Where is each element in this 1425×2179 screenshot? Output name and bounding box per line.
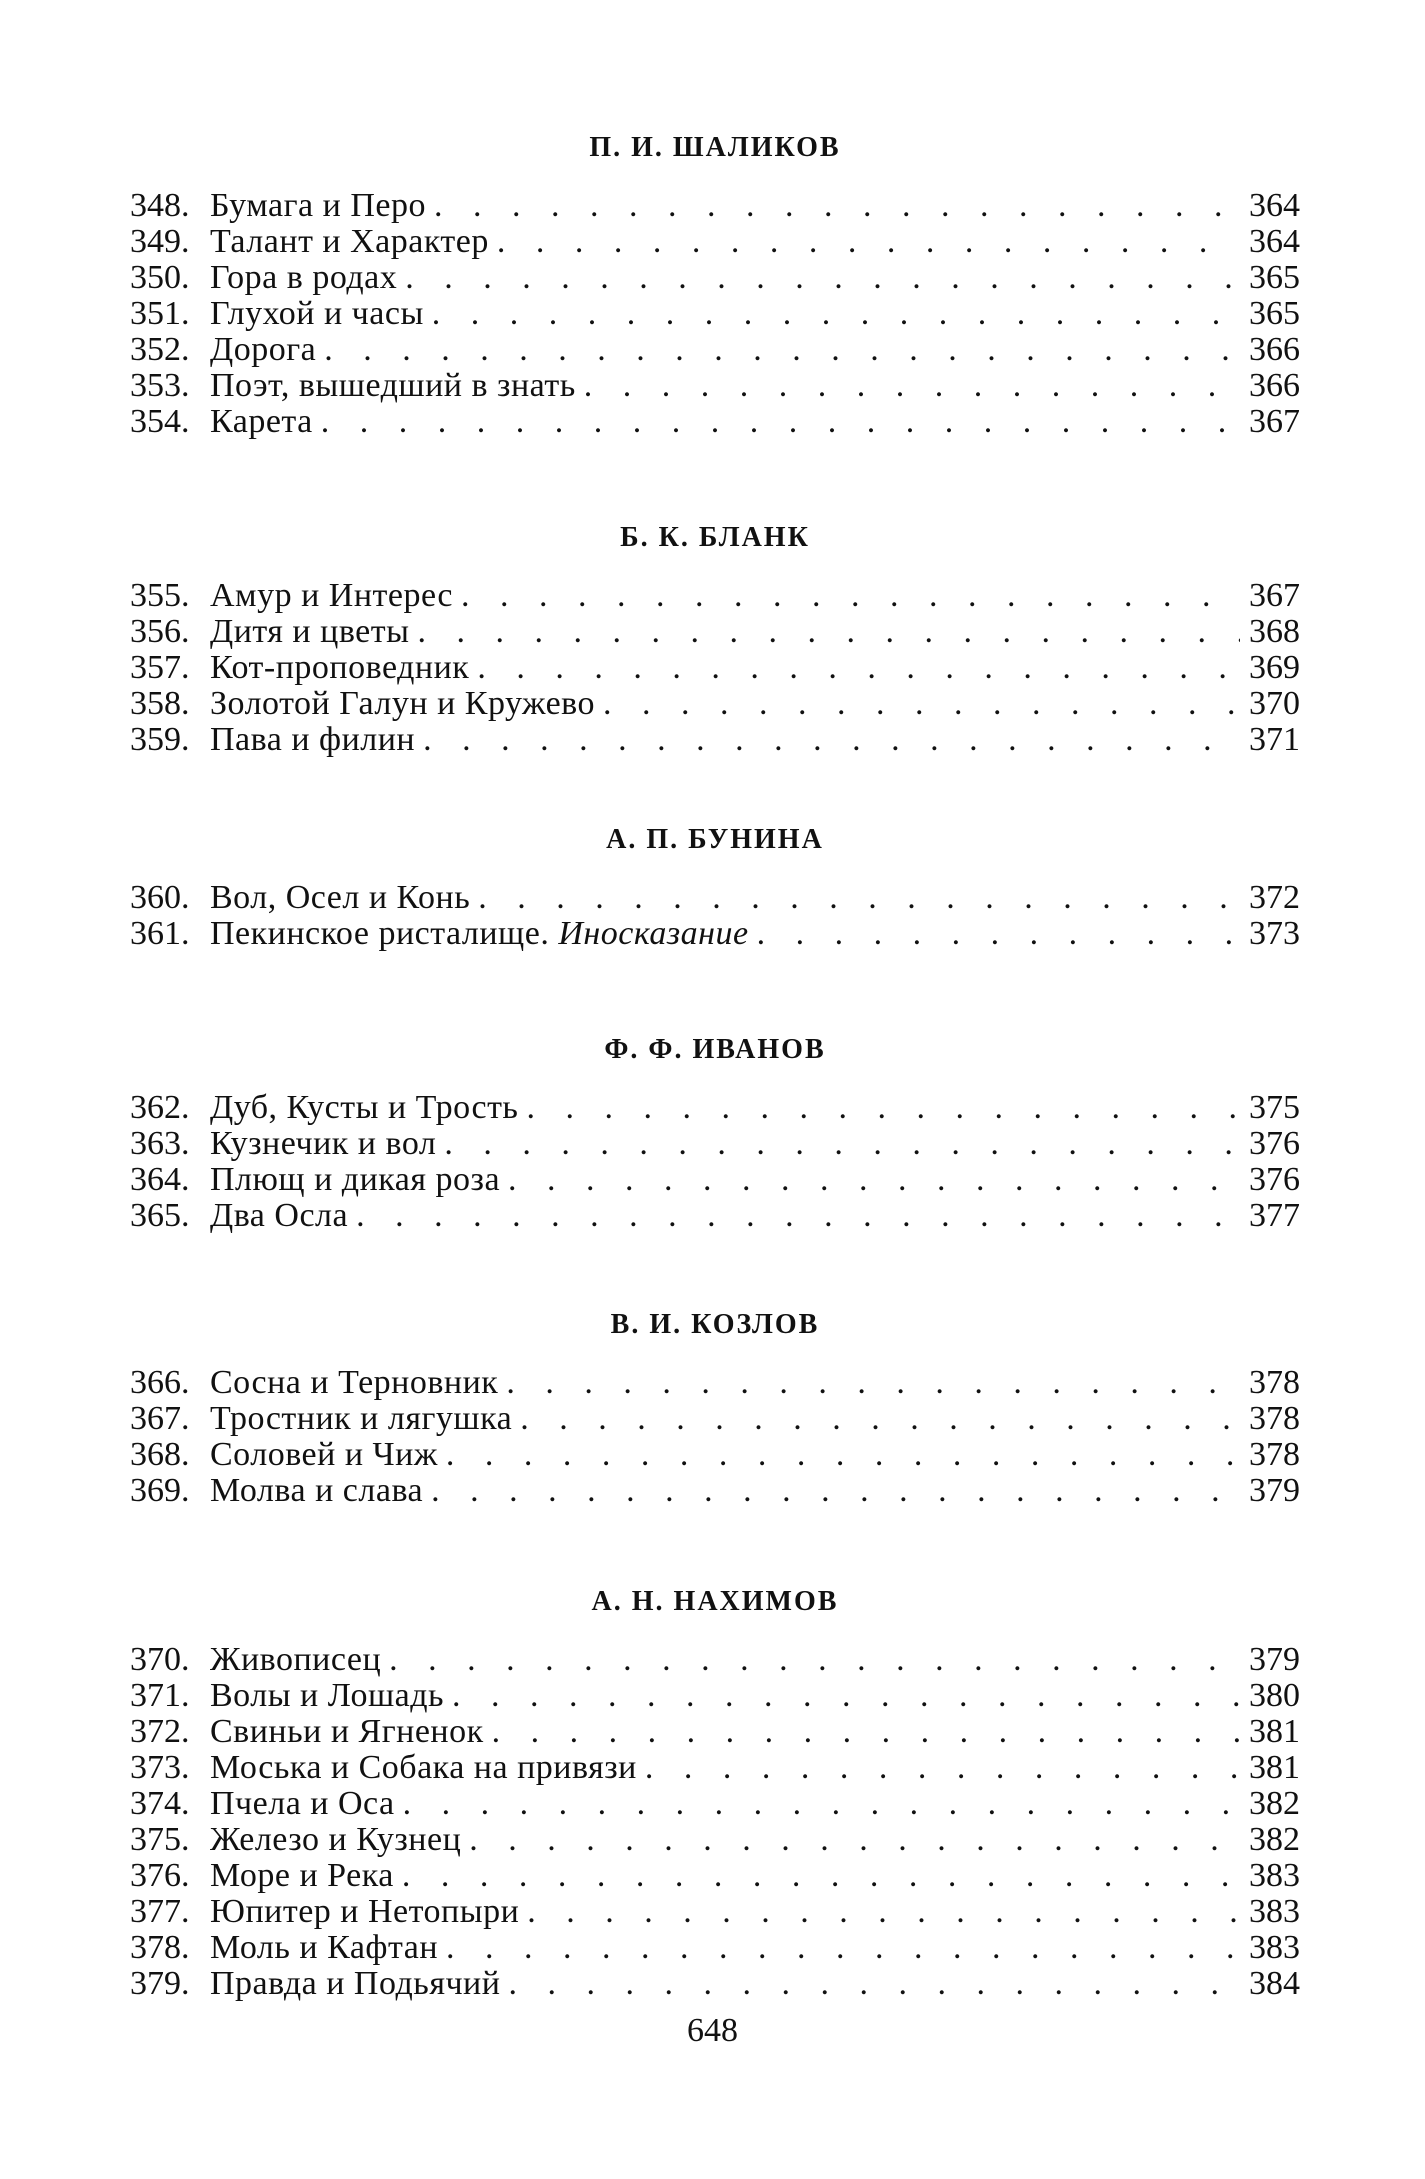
toc-entry xyxy=(130,722,1300,758)
toc-entry xyxy=(130,1401,1300,1437)
toc-entry xyxy=(130,1966,1300,2002)
entry-page: 379 xyxy=(1249,1641,1300,1678)
entry-list xyxy=(130,578,1300,758)
entry-number: 370. xyxy=(130,1641,190,1678)
entry-title: Моська и Собака на привязи xyxy=(210,1749,637,1786)
entry-number: 357. xyxy=(130,649,190,686)
entry-number: 367. xyxy=(130,1400,190,1437)
entry-title: Дорога xyxy=(210,331,317,368)
entry-title: Плющ и дикая роза xyxy=(210,1161,501,1198)
toc-entry xyxy=(130,1678,1300,1714)
entry-page: 366 xyxy=(1249,367,1300,404)
entry-title: Молва и слава xyxy=(210,1472,424,1509)
dot-leader xyxy=(316,332,1240,368)
entry-title: Дуб, Кусты и Трость xyxy=(210,1089,519,1126)
entry-page: 373 xyxy=(1249,915,1300,952)
entry-number: 350. xyxy=(130,259,190,296)
dot-leader xyxy=(313,404,1240,440)
entry-number: 379. xyxy=(130,1965,190,2002)
dot-leader xyxy=(519,1894,1240,1930)
toc-entry xyxy=(130,916,1300,952)
toc-entry xyxy=(130,686,1300,722)
entry-number: 378. xyxy=(130,1929,190,1966)
entry-number: 366. xyxy=(130,1364,190,1401)
entry-page: 367 xyxy=(1249,403,1300,440)
entry-number: 362. xyxy=(130,1089,190,1126)
entry-title-main: Пекинское ристалище. xyxy=(210,915,550,952)
dot-leader xyxy=(381,1642,1240,1678)
entry-list xyxy=(130,1090,1300,1234)
entry-page: 381 xyxy=(1249,1749,1300,1786)
dot-leader xyxy=(500,1162,1240,1198)
dot-leader xyxy=(397,260,1240,296)
dot-leader xyxy=(424,296,1240,332)
entry-number: 369. xyxy=(130,1472,190,1509)
dot-leader xyxy=(415,722,1240,758)
author-heading: П. И. ШАЛИКОВ xyxy=(589,132,841,163)
toc-entry xyxy=(130,578,1300,614)
entry-number: 365. xyxy=(130,1197,190,1234)
toc-entry xyxy=(130,1642,1300,1678)
entry-title: Волы и Лошадь xyxy=(210,1677,445,1714)
dot-leader xyxy=(453,578,1240,614)
entry-title: Золотой Галун и Кружево xyxy=(210,685,596,722)
entry-title: Сосна и Терновник xyxy=(210,1364,499,1401)
entry-page: 379 xyxy=(1249,1472,1300,1509)
toc-entry xyxy=(130,1473,1300,1509)
entry-number: 360. xyxy=(130,879,190,916)
toc-entry xyxy=(130,1786,1300,1822)
toc-section xyxy=(130,1030,1300,1234)
dot-leader xyxy=(394,1858,1240,1894)
entry-title: Глухой и часы xyxy=(210,295,424,332)
entry-number: 373. xyxy=(130,1749,190,1786)
entry-number: 354. xyxy=(130,403,190,440)
toc-entry xyxy=(130,1162,1300,1198)
dot-leader xyxy=(426,188,1240,224)
entry-title: Пава и филин xyxy=(210,721,416,758)
dot-leader xyxy=(498,1365,1240,1401)
entry-page: 365 xyxy=(1249,295,1300,332)
toc-entry xyxy=(130,1822,1300,1858)
entry-number: 355. xyxy=(130,577,190,614)
toc-entry xyxy=(130,1750,1300,1786)
entry-title: Юпитер и Нетопыри xyxy=(210,1893,520,1930)
entry-page: 383 xyxy=(1249,1929,1300,1966)
entry-page: 378 xyxy=(1249,1436,1300,1473)
entry-number: 352. xyxy=(130,331,190,368)
dot-leader xyxy=(469,650,1240,686)
entry-title: Море и Река xyxy=(210,1857,394,1894)
entry-title: Правда и Подьячий xyxy=(210,1965,501,2002)
entry-page: 370 xyxy=(1249,685,1300,722)
entry-number: 374. xyxy=(130,1785,190,1822)
entry-page: 366 xyxy=(1249,331,1300,368)
dot-leader xyxy=(470,880,1240,916)
toc-entry xyxy=(130,332,1300,368)
entry-page: 381 xyxy=(1249,1713,1300,1750)
entry-page: 376 xyxy=(1249,1125,1300,1162)
toc-section xyxy=(130,518,1300,758)
author-heading: Б. К. БЛАНК xyxy=(620,522,810,553)
entry-page: 380 xyxy=(1249,1677,1300,1714)
entry-title: Кузнечик и вол xyxy=(210,1125,437,1162)
toc-section xyxy=(130,1305,1300,1509)
dot-leader xyxy=(409,614,1240,650)
entry-number: 358. xyxy=(130,685,190,722)
toc-entry xyxy=(130,614,1300,650)
dot-leader xyxy=(423,1473,1240,1509)
entry-list xyxy=(130,1642,1300,2002)
dot-leader xyxy=(484,1714,1240,1750)
entry-number: 348. xyxy=(130,187,190,224)
toc-entry xyxy=(130,1437,1300,1473)
entry-list xyxy=(130,188,1300,440)
entry-title: Дитя и цветы xyxy=(210,613,410,650)
entry-page: 377 xyxy=(1249,1197,1300,1234)
dot-leader xyxy=(438,1437,1240,1473)
page-number: 648 xyxy=(687,2012,738,2049)
toc-entry xyxy=(130,368,1300,404)
entry-title: Бумага и Перо xyxy=(210,187,426,224)
entry-page: 372 xyxy=(1249,879,1300,916)
entry-title: Пчела и Оса xyxy=(210,1785,395,1822)
entry-number: 361. xyxy=(130,915,190,952)
entry-number: 356. xyxy=(130,613,190,650)
entry-page: 365 xyxy=(1249,259,1300,296)
entry-title: Поэт, вышедший в знать xyxy=(210,367,576,404)
entry-title: Амур и Интерес xyxy=(210,577,453,614)
toc-section xyxy=(130,1582,1300,2002)
entry-number: 375. xyxy=(130,1821,190,1858)
entry-title xyxy=(210,916,749,952)
toc-entry xyxy=(130,1090,1300,1126)
author-heading: В. И. КОЗЛОВ xyxy=(610,1309,820,1340)
toc-entry xyxy=(130,1126,1300,1162)
entry-page: 376 xyxy=(1249,1161,1300,1198)
entry-page: 382 xyxy=(1249,1785,1300,1822)
entry-number: 377. xyxy=(130,1893,190,1930)
toc-entry xyxy=(130,1198,1300,1234)
entry-number: 359. xyxy=(130,721,190,758)
toc-entry xyxy=(130,1894,1300,1930)
entry-title: Соловей и Чиж xyxy=(210,1436,438,1473)
toc-entry xyxy=(130,1930,1300,1966)
entry-title: Железо и Кузнец xyxy=(210,1821,462,1858)
entry-page: 371 xyxy=(1249,721,1300,758)
entry-number: 376. xyxy=(130,1857,190,1894)
toc-entry xyxy=(130,1858,1300,1894)
toc-entry xyxy=(130,404,1300,440)
dot-leader xyxy=(595,686,1240,722)
dot-leader xyxy=(444,1678,1240,1714)
dot-leader xyxy=(461,1822,1240,1858)
entry-page: 382 xyxy=(1249,1821,1300,1858)
toc-entry xyxy=(130,1365,1300,1401)
dot-leader xyxy=(438,1930,1240,1966)
entry-title: Тростник и лягушка xyxy=(210,1400,513,1437)
entry-number: 372. xyxy=(130,1713,190,1750)
entry-subtitle: Иносказание xyxy=(558,915,749,952)
entry-list xyxy=(130,880,1300,952)
entry-number: 363. xyxy=(130,1125,190,1162)
entry-page: 367 xyxy=(1249,577,1300,614)
entry-page: 378 xyxy=(1249,1364,1300,1401)
dot-leader xyxy=(518,1090,1240,1126)
entry-page: 383 xyxy=(1249,1857,1300,1894)
entry-title: Два Осла xyxy=(210,1197,349,1234)
dot-leader xyxy=(500,1966,1240,2002)
entry-title: Вол, Осел и Конь xyxy=(210,879,471,916)
entry-page: 369 xyxy=(1249,649,1300,686)
dot-leader xyxy=(489,224,1240,260)
toc-entry xyxy=(130,260,1300,296)
entry-number: 349. xyxy=(130,223,190,260)
dot-leader xyxy=(395,1786,1240,1822)
entry-number: 364. xyxy=(130,1161,190,1198)
dot-leader xyxy=(348,1198,1240,1234)
entry-page: 383 xyxy=(1249,1893,1300,1930)
dot-leader xyxy=(436,1126,1240,1162)
entry-page: 364 xyxy=(1249,223,1300,260)
dot-leader xyxy=(576,368,1240,404)
entry-title: Талант и Характер xyxy=(210,223,489,260)
toc-entry xyxy=(130,296,1300,332)
toc-entry xyxy=(130,650,1300,686)
toc-entry xyxy=(130,188,1300,224)
toc-entry xyxy=(130,224,1300,260)
dot-leader xyxy=(749,916,1240,952)
entry-page: 384 xyxy=(1249,1965,1300,2002)
entry-page: 368 xyxy=(1249,613,1300,650)
entry-title: Свиньи и Ягненок xyxy=(210,1713,484,1750)
author-heading: А. П. БУНИНА xyxy=(606,824,824,855)
dot-leader xyxy=(512,1401,1240,1437)
entry-page: 378 xyxy=(1249,1400,1300,1437)
entry-title: Карета xyxy=(210,403,313,440)
entry-page: 375 xyxy=(1249,1089,1300,1126)
toc-section xyxy=(130,820,1300,952)
toc-entry xyxy=(130,880,1300,916)
entry-number: 371. xyxy=(130,1677,190,1714)
author-heading: Ф. Ф. ИВАНОВ xyxy=(604,1034,826,1065)
entry-page: 364 xyxy=(1249,187,1300,224)
entry-title: Живописец xyxy=(210,1641,382,1678)
entry-number: 351. xyxy=(130,295,190,332)
entry-number: 368. xyxy=(130,1436,190,1473)
author-heading: А. Н. НАХИМОВ xyxy=(591,1586,839,1617)
entry-list xyxy=(130,1365,1300,1509)
entry-title: Моль и Кафтан xyxy=(210,1929,439,1966)
entry-title: Кот-проповедник xyxy=(210,649,470,686)
entry-title: Гора в родах xyxy=(210,259,398,296)
entry-number: 353. xyxy=(130,367,190,404)
toc-entry xyxy=(130,1714,1300,1750)
toc-section xyxy=(130,128,1300,440)
dot-leader xyxy=(637,1750,1240,1786)
